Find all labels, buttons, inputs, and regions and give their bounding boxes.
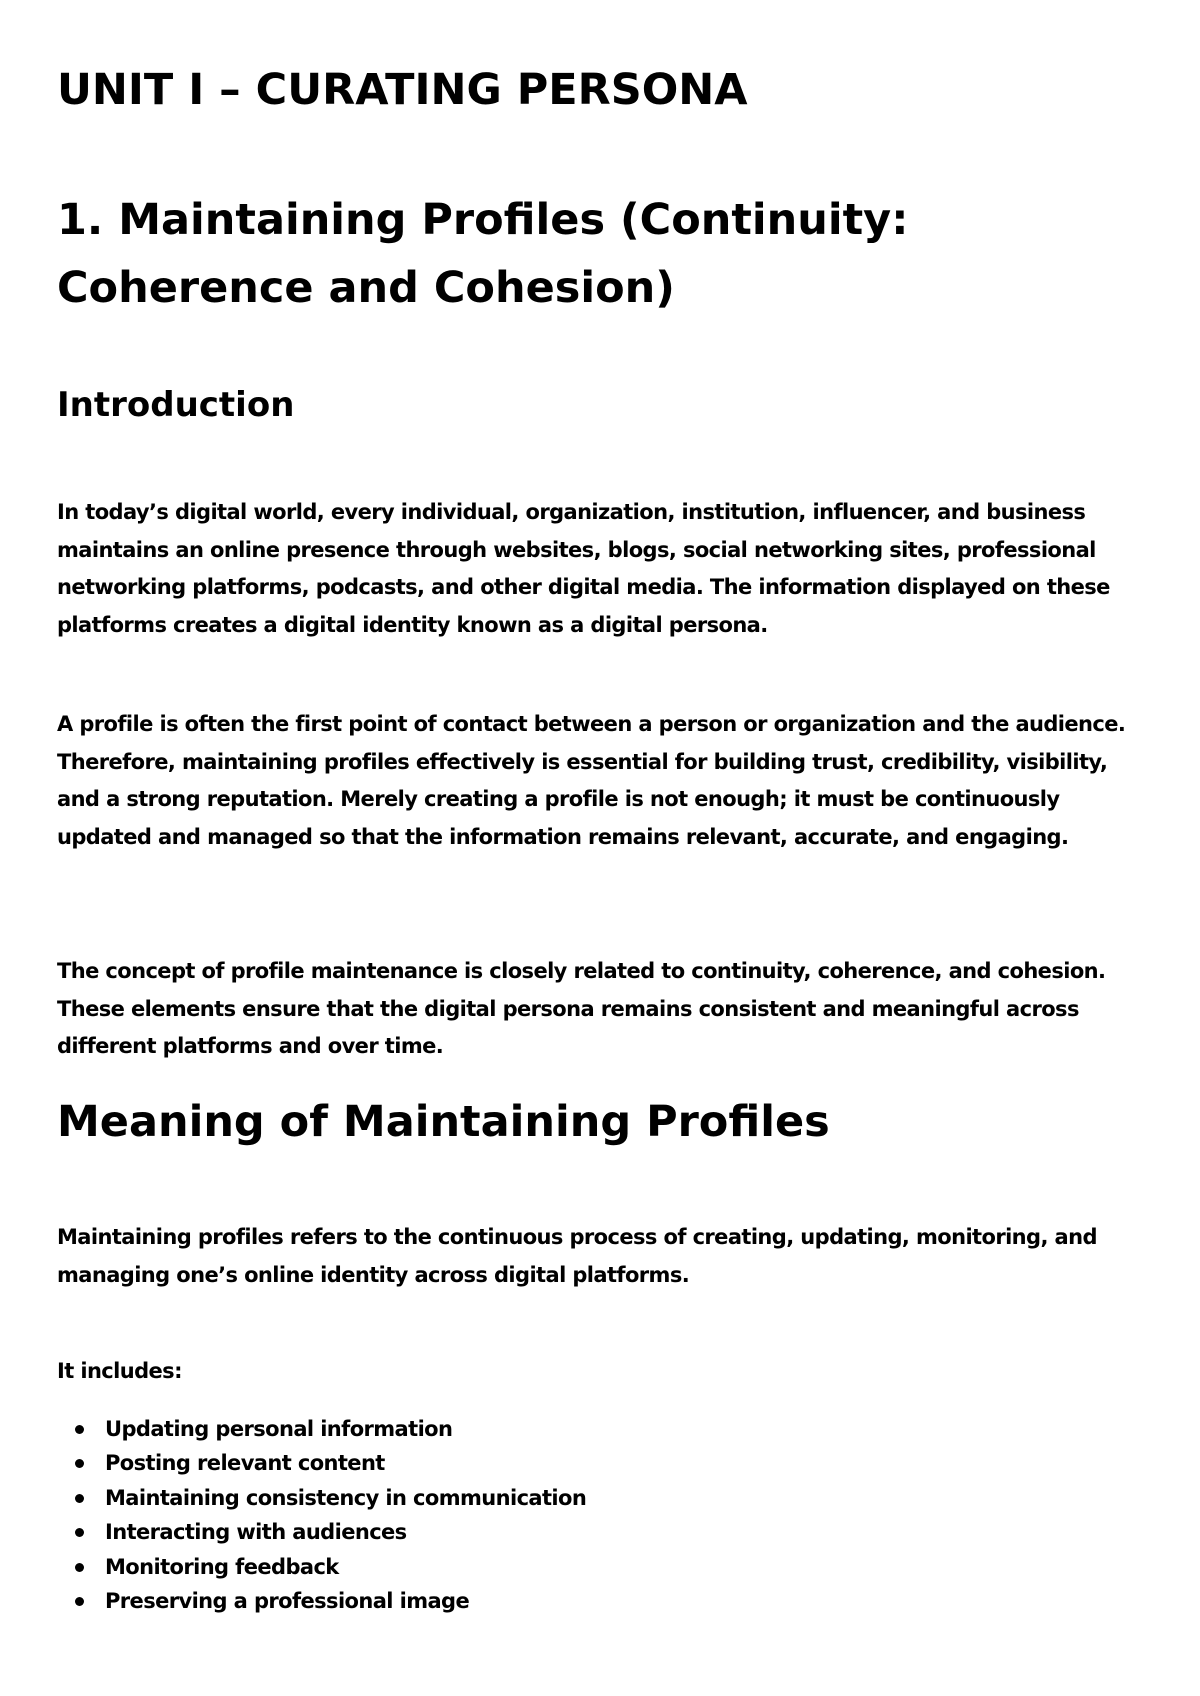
- section-title: 1. Maintaining Profiles (Continuity: Coherence and Cohesion): [57, 195, 909, 313]
- list-item: [57, 1412, 586, 1446]
- bullet-dot-icon: [75, 1459, 84, 1468]
- bullet-dot-icon: [75, 1563, 84, 1572]
- introduction-heading: Introduction: [57, 385, 295, 425]
- list-item-text: Interacting with audiences: [105, 1520, 407, 1545]
- meaning-heading: Meaning of Maintaining Profiles: [57, 1097, 830, 1147]
- list-item-text: Updating personal information: [105, 1417, 453, 1441]
- bullet-dot-icon: [75, 1494, 84, 1503]
- intro-paragraph-3: The concept of profile maintenance is closely related to continuity, coherence, and cohesion. These elements ensure that the digital persona remains consistent and meaningful across different platforms and over time.: [57, 959, 1106, 1058]
- list-item-text: Monitoring feedback: [105, 1554, 339, 1579]
- list-item: [57, 1515, 586, 1549]
- bullet-dot-icon: [75, 1425, 84, 1434]
- list-item: [57, 1446, 586, 1480]
- list-item: [57, 1481, 586, 1515]
- bullet-dot-icon: [75, 1597, 84, 1606]
- meaning-paragraph: Maintaining profiles refers to the continuous process of creating, updating, monitoring, and managing one’s online identity across digital platforms.: [57, 1225, 1097, 1287]
- list-item-text: Posting relevant content: [105, 1451, 385, 1476]
- list-item-text: Preserving a professional image: [105, 1589, 470, 1614]
- includes-list: [57, 1412, 586, 1618]
- intro-paragraph-1: In today’s digital world, every individual, organization, institution, influencer, and business maintains an online presence through websites, blogs, social networking sites, professional networking platforms, podcasts, and other digital media. The information displayed on these platforms creates a digital identity known as a digital persona.: [57, 500, 1110, 637]
- list-item: [57, 1584, 586, 1618]
- list-item: [57, 1550, 586, 1584]
- unit-title: UNIT I – CURATING PERSONA: [57, 65, 748, 115]
- intro-paragraph-2: A profile is often the first point of contact between a person or organization and the audience. Therefore, maintaining profiles effectively is essential for building trust, credibility, visibility, and a strong reputation. Merely creating a profile is not enough; it must be continuously updated and managed so that the information remains relevant, accurate, and engaging.: [57, 712, 1126, 849]
- bullet-dot-icon: [75, 1528, 84, 1537]
- list-item-text: Maintaining consistency in communication: [105, 1485, 587, 1510]
- includes-label: It includes:: [57, 1359, 182, 1383]
